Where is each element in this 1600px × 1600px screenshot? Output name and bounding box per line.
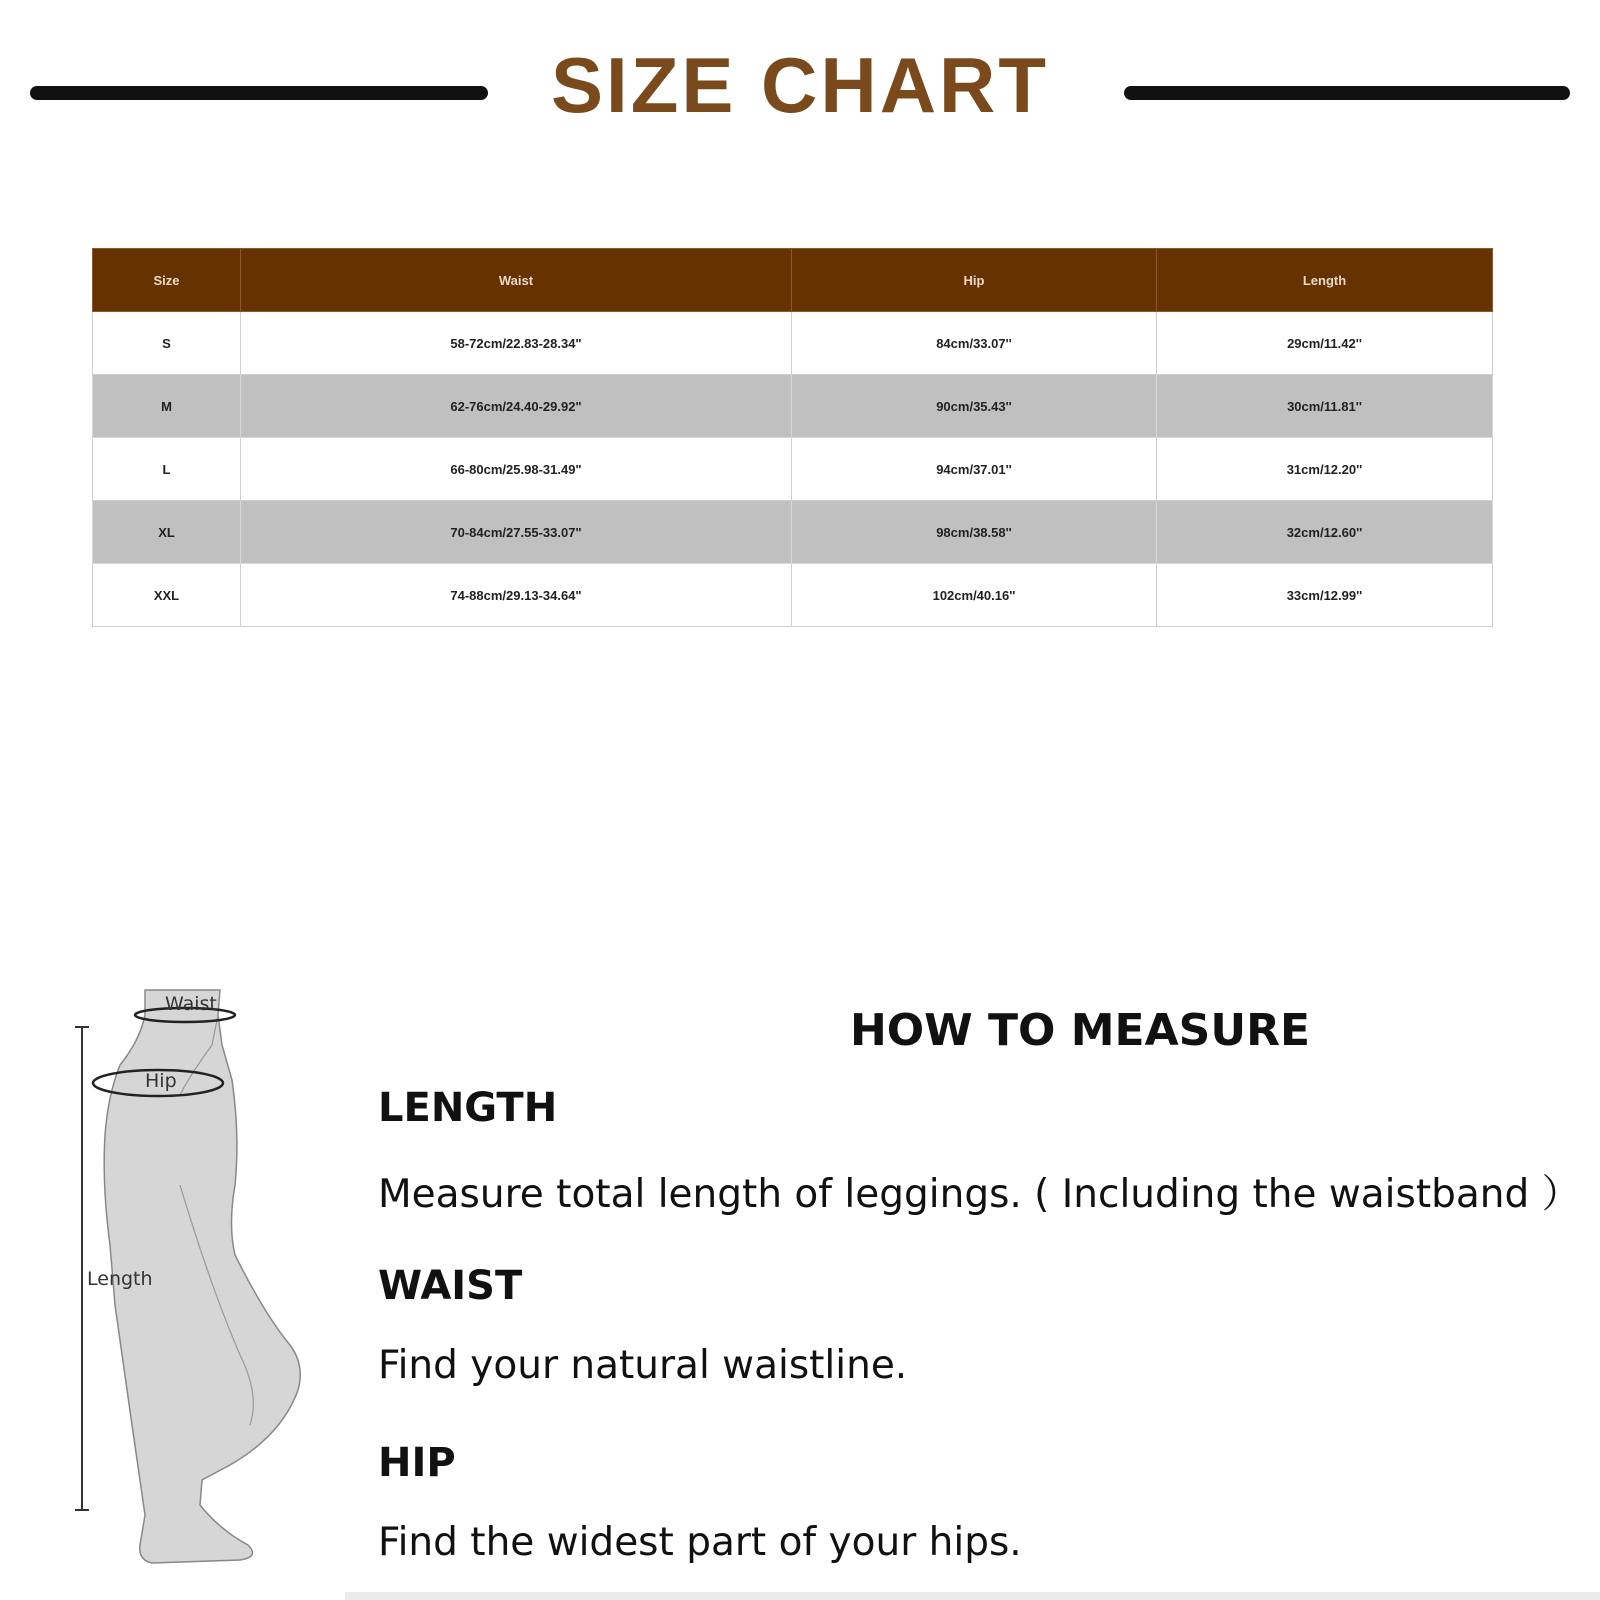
table-row [93, 501, 1493, 564]
column-header-size: Size [93, 249, 241, 312]
how-to-measure-title-text: HOW TO MEASURE [849, 1005, 1311, 1056]
page-title: SIZE CHART [551, 41, 1049, 129]
section-heading-waist: WAIST [378, 1263, 523, 1309]
hip-cell: 90cm/35.43'' [792, 375, 1157, 438]
hip-cell: 84cm/33.07'' [792, 312, 1157, 375]
column-header-hip: Hip [792, 249, 1157, 312]
leggings-figure [60, 985, 320, 1590]
section-text-waist: Find your natural waistline. [378, 1343, 908, 1388]
size-cell: S [93, 312, 241, 375]
waist-cell: 74-88cm/29.13-34.64" [241, 564, 792, 627]
size-cell: XXL [93, 564, 241, 627]
length-cell: 29cm/11.42'' [1157, 312, 1493, 375]
waist-cell: 58-72cm/22.83-28.34" [241, 312, 792, 375]
column-header-waist: Waist [241, 249, 792, 312]
section-text-length: Measure total length of leggings. ( Including the waistband ） [378, 1172, 1581, 1217]
table-row [93, 312, 1493, 375]
hip-cell: 98cm/38.58'' [792, 501, 1157, 564]
size-cell: XL [93, 501, 241, 564]
table-row [93, 375, 1493, 438]
section-text-hip: Find the widest part of your hips. [378, 1520, 1022, 1565]
table-header-row [93, 249, 1493, 312]
how-to-measure-title [360, 1005, 1560, 1056]
title-rule-left [30, 86, 488, 100]
waist-cell: 62-76cm/24.40-29.92" [241, 375, 792, 438]
section-heading-length: LENGTH [378, 1085, 558, 1131]
length-cell: 31cm/12.20'' [1157, 438, 1493, 501]
bottom-band [345, 1592, 1600, 1600]
length-cell: 33cm/12.99'' [1157, 564, 1493, 627]
waist-label: Waist [165, 993, 217, 1015]
title-rule-right [1124, 86, 1570, 100]
size-cell: M [93, 375, 241, 438]
hip-label: Hip [145, 1070, 177, 1092]
size-table [92, 248, 1493, 627]
length-label: Length [87, 1268, 153, 1290]
table-row [93, 438, 1493, 501]
column-header-length: Length [1157, 249, 1493, 312]
section-heading-hip: HIP [378, 1440, 456, 1486]
length-cell: 30cm/11.81'' [1157, 375, 1493, 438]
table-row [93, 564, 1493, 627]
size-cell: L [93, 438, 241, 501]
hip-cell: 94cm/37.01'' [792, 438, 1157, 501]
waist-cell: 70-84cm/27.55-33.07" [241, 501, 792, 564]
waist-cell: 66-80cm/25.98-31.49" [241, 438, 792, 501]
hip-cell: 102cm/40.16'' [792, 564, 1157, 627]
length-cell: 32cm/12.60'' [1157, 501, 1493, 564]
